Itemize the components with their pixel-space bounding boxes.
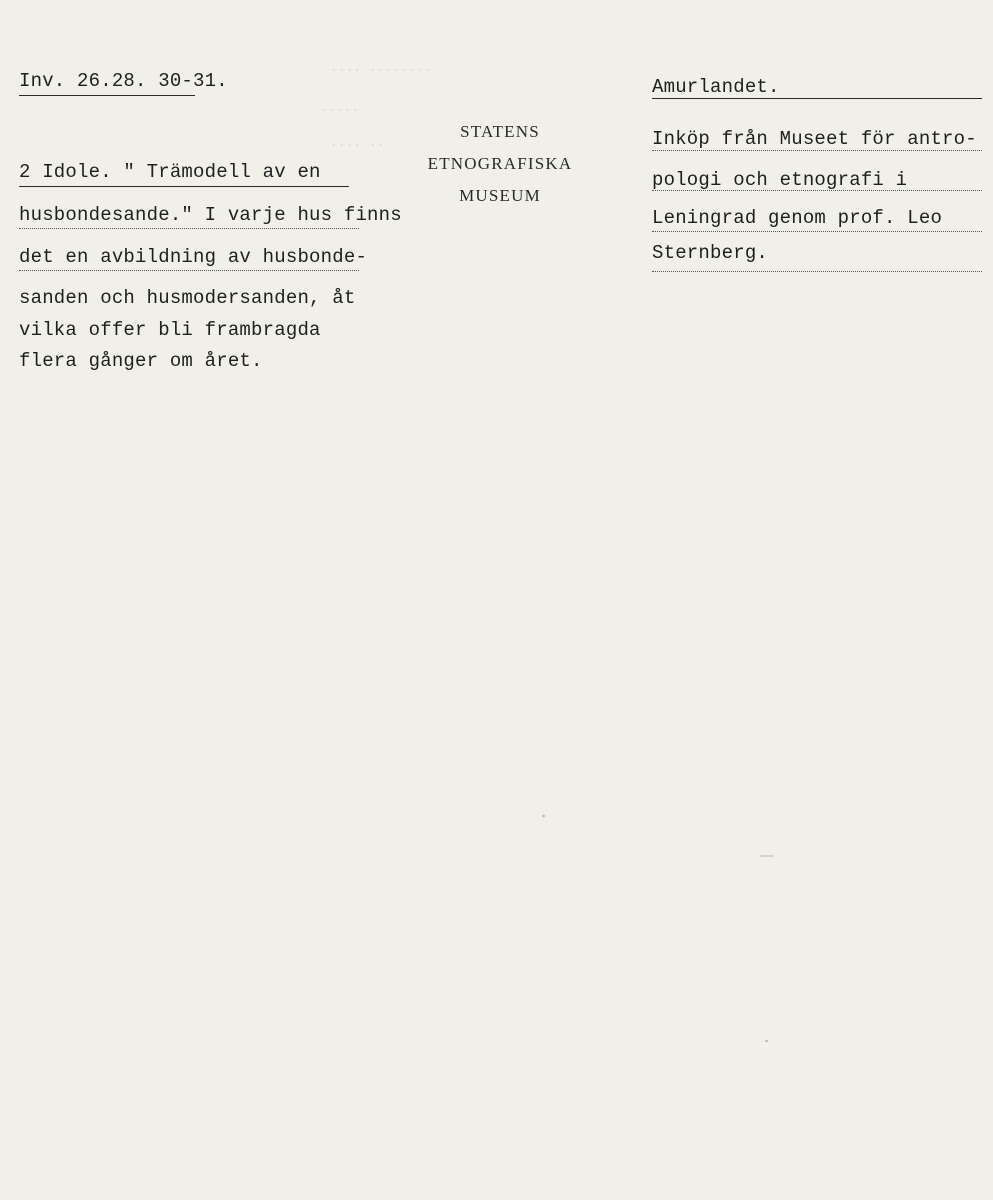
provenance-line-4: Sternberg. (652, 242, 769, 264)
description-dotted-rule-3 (19, 270, 359, 271)
region-underline (652, 98, 982, 99)
description-underline-1 (19, 186, 349, 187)
museum-stamp-line-3: MUSEUM (459, 186, 541, 205)
provenance-line-1: Inköp från Museet för antro- (652, 128, 977, 150)
paper-speck (542, 815, 545, 817)
description-line-2: husbondesande." I varje hus finns (19, 204, 402, 226)
inventory-underline (19, 95, 195, 96)
provenance-line-2: pologi och etnografi i (652, 169, 908, 191)
museum-stamp-line-2: ETNOGRAFISKA (427, 154, 573, 173)
show-through-marks: .... ........ (330, 60, 432, 75)
museum-stamp-line-1: STATENS (460, 122, 540, 141)
show-through-marks: ..... (320, 100, 360, 115)
region-label: Amurlandet. (652, 76, 780, 98)
provenance-dotted-rule-4 (652, 271, 982, 272)
description-line-3: det en avbildning av husbonde- (19, 246, 368, 268)
paper-speck (765, 1040, 768, 1042)
provenance-line-3: Leningrad genom prof. Leo (652, 207, 943, 229)
provenance-dotted-rule-1 (652, 150, 982, 151)
inventory-number: Inv. 26.28. 30-31. (19, 70, 228, 92)
paper-speck (760, 855, 774, 857)
show-through-marks: .... .. (330, 135, 385, 150)
description-dotted-rule-2 (19, 228, 359, 229)
description-line-1: 2 Idole. " Trämodell av en (19, 161, 321, 183)
description-line-4: sanden och husmodersanden, åt (19, 287, 356, 309)
provenance-dotted-rule-2 (652, 190, 982, 191)
description-line-5: vilka offer bli frambragda (19, 319, 321, 341)
provenance-dotted-rule-3 (652, 231, 982, 232)
description-line-6: flera gånger om året. (19, 350, 263, 372)
